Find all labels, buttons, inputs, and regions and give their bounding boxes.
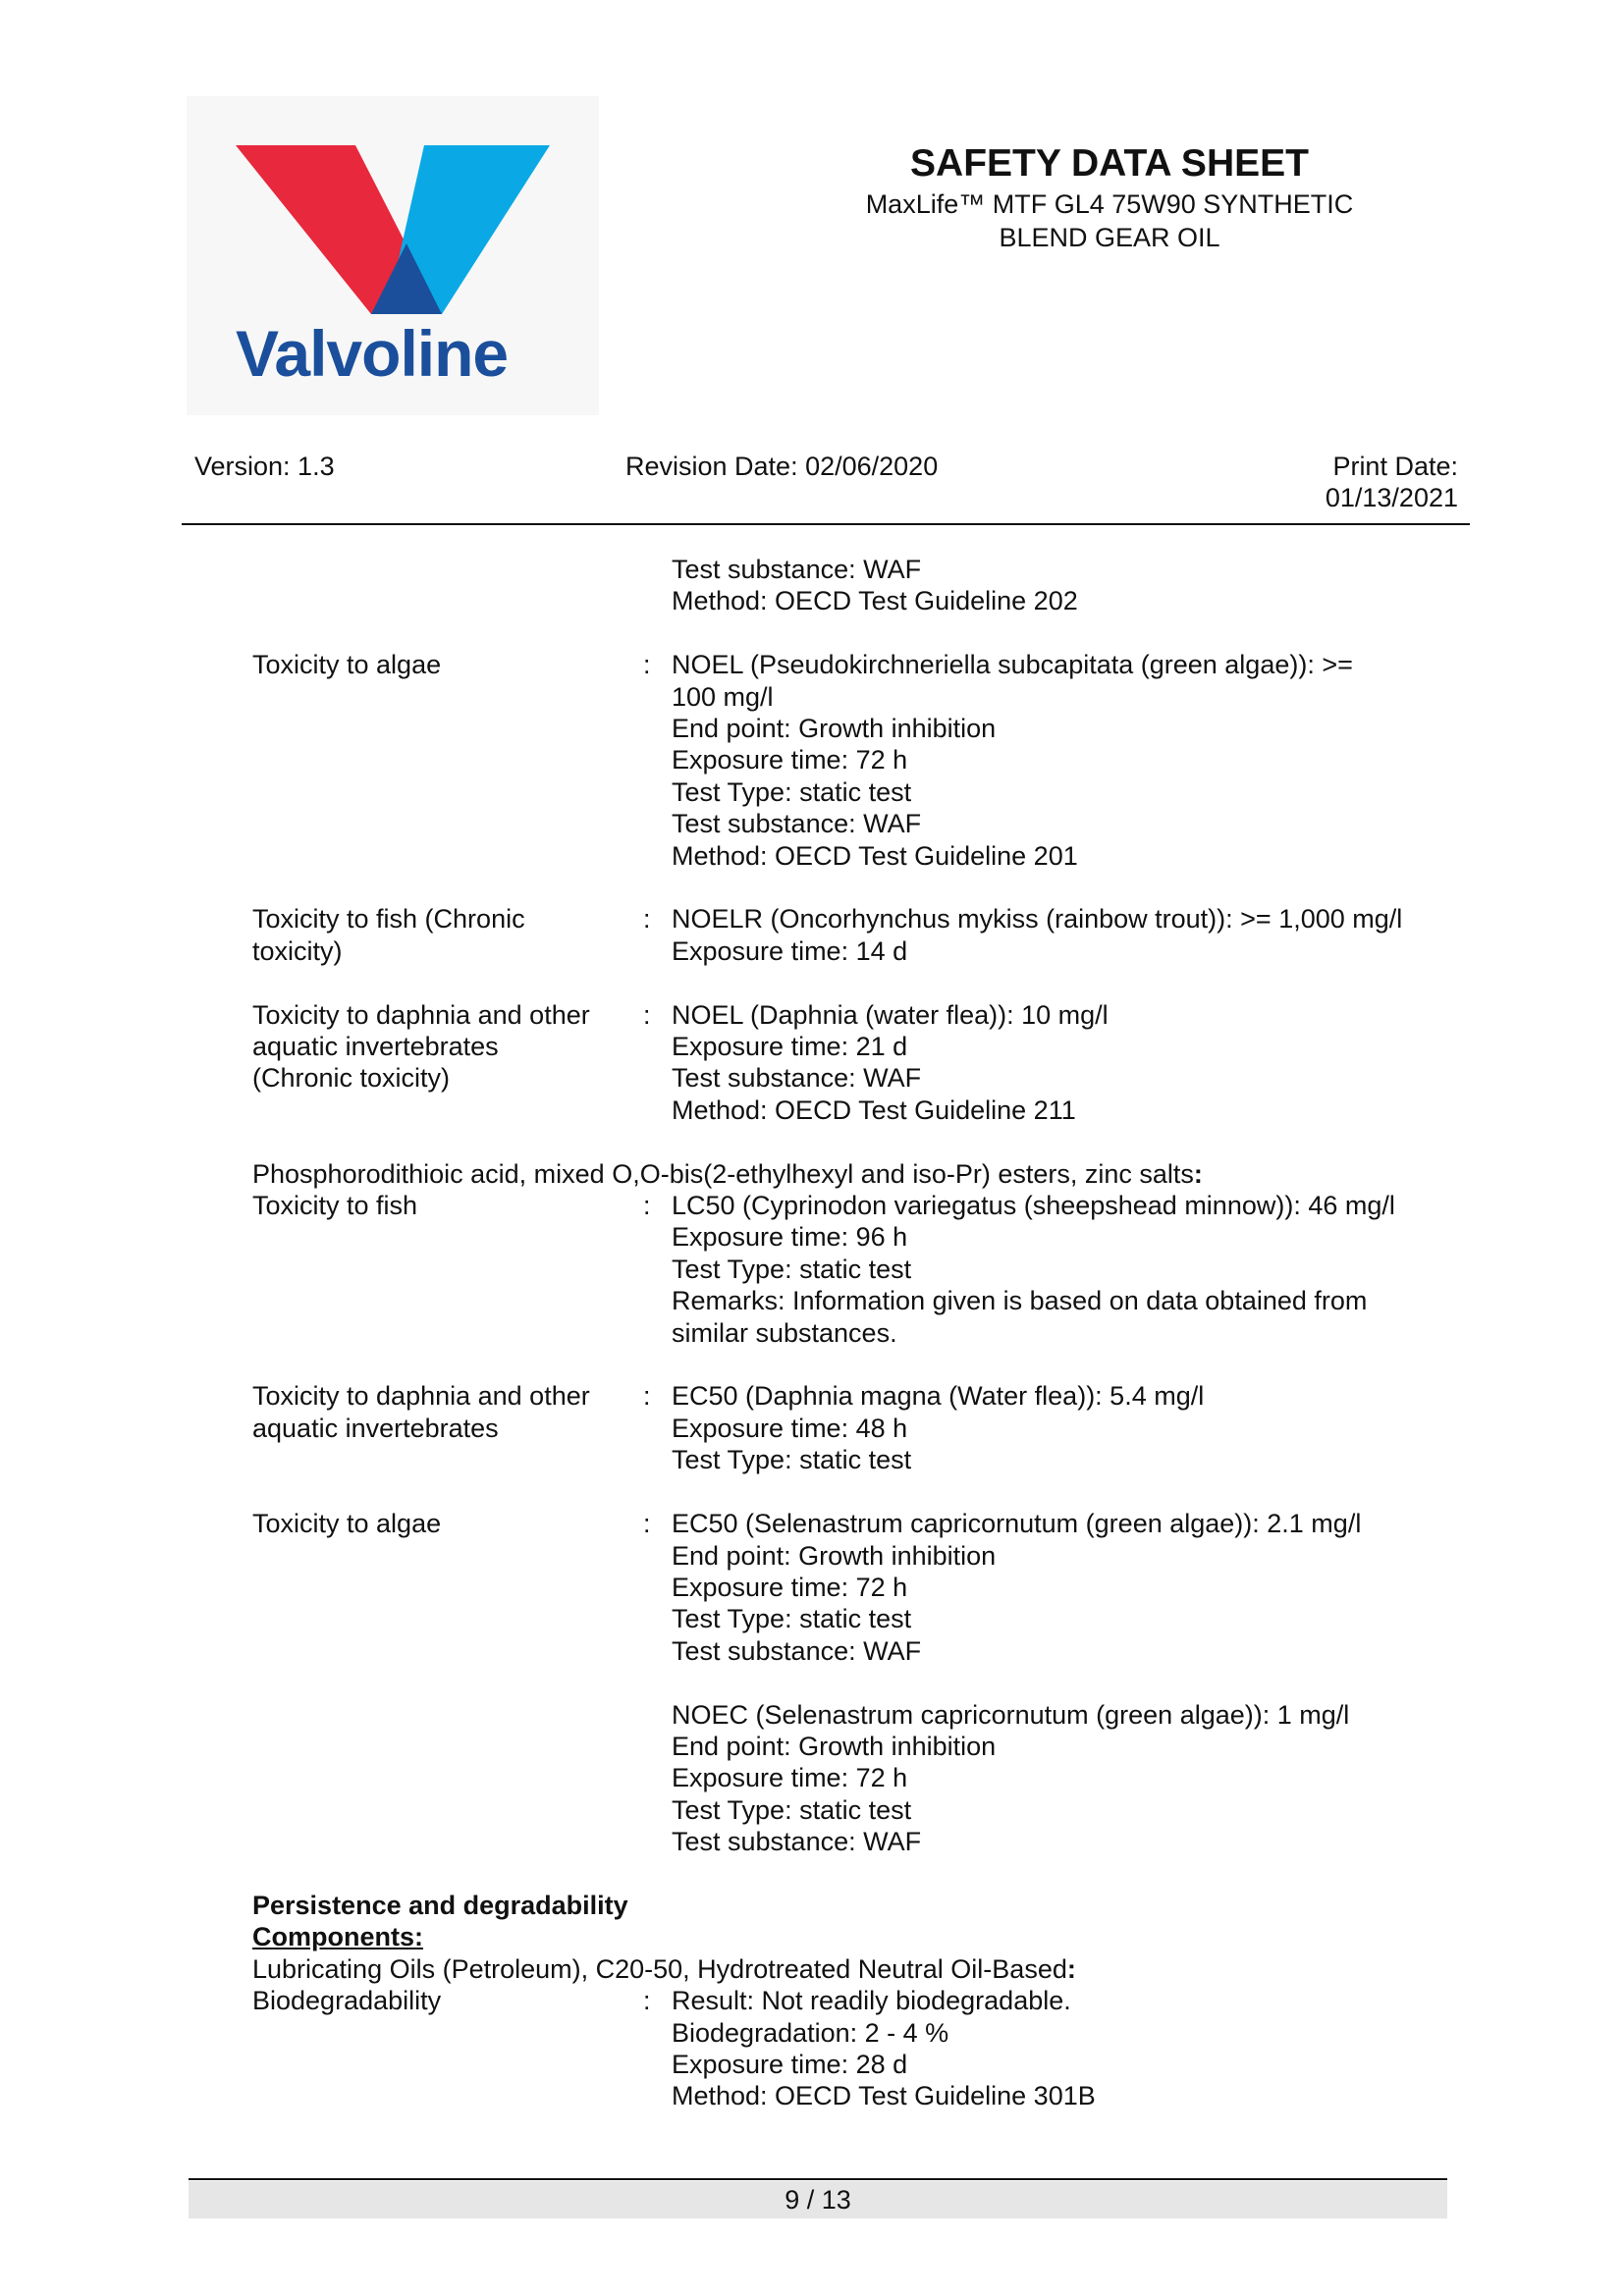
footer-divider bbox=[189, 2178, 1447, 2180]
component-name: Lubricating Oils (Petroleum), C20-50, Hydrotreated Neutral Oil-Based bbox=[252, 1953, 1067, 1984]
value-line: EC50 (Daphnia magna (Water flea)): 5.4 mg/l bbox=[672, 1381, 1205, 1412]
label-line: Toxicity to daphnia and other bbox=[252, 1381, 590, 1412]
logo-graphic bbox=[187, 96, 599, 415]
value-line: Exposure time: 96 h bbox=[672, 1222, 908, 1253]
document-title: SAFETY DATA SHEET bbox=[910, 142, 1309, 185]
label-line: Toxicity to fish (Chronic bbox=[252, 904, 525, 934]
property-label bbox=[252, 1380, 635, 1444]
valvoline-logo bbox=[187, 96, 599, 415]
label-line: (Chronic toxicity) bbox=[252, 1063, 451, 1094]
components-heading: Components: bbox=[252, 1922, 423, 1952]
label-line: toxicity) bbox=[252, 935, 343, 966]
value-line: Test substance: WAF bbox=[672, 1635, 922, 1666]
print-date bbox=[1257, 451, 1458, 514]
value-line: Test Type: static test bbox=[672, 1254, 912, 1284]
separator-colon: : bbox=[643, 1509, 651, 1539]
value-line: Remarks: Information given is based on data obtained from bbox=[672, 1286, 1368, 1316]
value-line: Test Type: static test bbox=[672, 1445, 912, 1475]
value-line: End point: Growth inhibition bbox=[672, 1540, 997, 1571]
property-label bbox=[252, 999, 635, 1095]
component-colon: : bbox=[1066, 1953, 1076, 1984]
continuation-block bbox=[0, 554, 1624, 617]
value-line: Result: Not readily biodegradable. bbox=[672, 1986, 1071, 2016]
value-line: Method: OECD Test Guideline 202 bbox=[672, 586, 1078, 616]
separator-colon: : bbox=[643, 650, 651, 680]
biodegradability bbox=[0, 1985, 1624, 2112]
property-label bbox=[252, 903, 635, 967]
value-line: LC50 (Cyprinodon variegatus (sheepshead minnow)): 46 mg/l bbox=[672, 1191, 1395, 1221]
label-line: aquatic invertebrates bbox=[252, 1413, 499, 1443]
value-line: Test substance: WAF bbox=[672, 809, 922, 839]
value-line: Exposure time: 14 d bbox=[672, 935, 908, 966]
separator-colon: : bbox=[643, 1381, 651, 1412]
value-line: Test Type: static test bbox=[672, 1794, 912, 1825]
toxicity-daphnia-chronic bbox=[0, 999, 1624, 1127]
component-title-zinc-salts bbox=[252, 1158, 1470, 1190]
value-line: Test substance: WAF bbox=[672, 1063, 922, 1094]
value-line: Exposure time: 72 h bbox=[672, 1572, 908, 1602]
header-divider bbox=[182, 523, 1470, 525]
document-body bbox=[0, 554, 1624, 2112]
print-date-label: Print Date: bbox=[1332, 452, 1458, 481]
property-label: Biodegradability bbox=[252, 1986, 442, 2016]
value-line: similar substances. bbox=[672, 1317, 897, 1348]
value-line: Test substance: WAF bbox=[672, 555, 922, 584]
value-line: EC50 (Selenastrum capricornutum (green algae)): 2.1 mg/l bbox=[672, 1509, 1362, 1539]
component-colon: : bbox=[1193, 1158, 1203, 1189]
value-line: Exposure time: 48 h bbox=[672, 1413, 908, 1443]
value-line: Method: OECD Test Guideline 201 bbox=[672, 840, 1078, 871]
value-line: Exposure time: 72 h bbox=[672, 1763, 908, 1793]
value-line: Biodegradation: 2 - 4 % bbox=[672, 2017, 949, 2048]
document-title-block bbox=[815, 142, 1404, 254]
separator-colon: : bbox=[643, 1191, 651, 1221]
toxicity-algae-2 bbox=[0, 1508, 1624, 1857]
value-line: Exposure time: 28 d bbox=[672, 2049, 908, 2079]
value-line: 100 mg/l bbox=[672, 681, 774, 712]
value-line: NOEL (Pseudokirchneriella subcapitata (green algae)): >= bbox=[672, 650, 1353, 680]
property-label: Toxicity to fish bbox=[252, 1191, 418, 1221]
value-line: NOEC (Selenastrum capricornutum (green algae)): 1 mg/l bbox=[672, 1699, 1350, 1730]
version: Version: 1.3 bbox=[194, 452, 335, 481]
toxicity-fish-chronic bbox=[0, 903, 1624, 967]
property-label: Toxicity to algae bbox=[252, 650, 442, 680]
section-heading-persistence: Persistence and degradability bbox=[252, 1890, 628, 1920]
toxicity-daphnia-2 bbox=[0, 1380, 1624, 1475]
component-title-lubricating-oils bbox=[252, 1953, 1470, 1985]
product-name-line-1: MaxLife™ MTF GL4 75W90 SYNTHETIC bbox=[865, 188, 1354, 219]
toxicity-algae-1 bbox=[0, 649, 1624, 872]
value-line: Test Type: static test bbox=[672, 1604, 912, 1634]
value-line: Exposure time: 21 d bbox=[672, 1032, 908, 1062]
value-line: Method: OECD Test Guideline 211 bbox=[672, 1095, 1076, 1125]
product-name-line-2: BLEND GEAR OIL bbox=[999, 223, 1220, 253]
component-name: Phosphorodithioic acid, mixed O,O-bis(2-ethylhexyl and iso-Pr) esters, zinc salts bbox=[252, 1158, 1194, 1189]
value-line: Test Type: static test bbox=[672, 776, 912, 807]
value-line: Test substance: WAF bbox=[672, 1827, 922, 1857]
value-line: Exposure time: 72 h bbox=[672, 745, 908, 775]
value-line: NOELR (Oncorhynchus mykiss (rainbow trout)): >= 1,000 mg/l bbox=[672, 904, 1403, 934]
label-line: Toxicity to daphnia and other bbox=[252, 999, 590, 1030]
value-line: End point: Growth inhibition bbox=[672, 1731, 997, 1761]
value-line: Method: OECD Test Guideline 301B bbox=[672, 2081, 1096, 2111]
separator-colon: : bbox=[643, 904, 651, 934]
property-label: Toxicity to algae bbox=[252, 1509, 442, 1539]
value-line: End point: Growth inhibition bbox=[672, 714, 997, 744]
revision-date: Revision Date: 02/06/2020 bbox=[625, 452, 939, 481]
separator-colon: : bbox=[643, 999, 651, 1030]
value-line: NOEL (Daphnia (water flea)): 10 mg/l bbox=[672, 999, 1109, 1030]
page-number: 9 / 13 bbox=[189, 2181, 1447, 2218]
logo-wordmark: Valvoline bbox=[236, 317, 509, 390]
toxicity-fish-2 bbox=[0, 1190, 1624, 1349]
separator-colon: : bbox=[643, 1986, 651, 2016]
label-line: aquatic invertebrates bbox=[252, 1032, 499, 1062]
print-date-value: 01/13/2021 bbox=[1325, 483, 1458, 513]
